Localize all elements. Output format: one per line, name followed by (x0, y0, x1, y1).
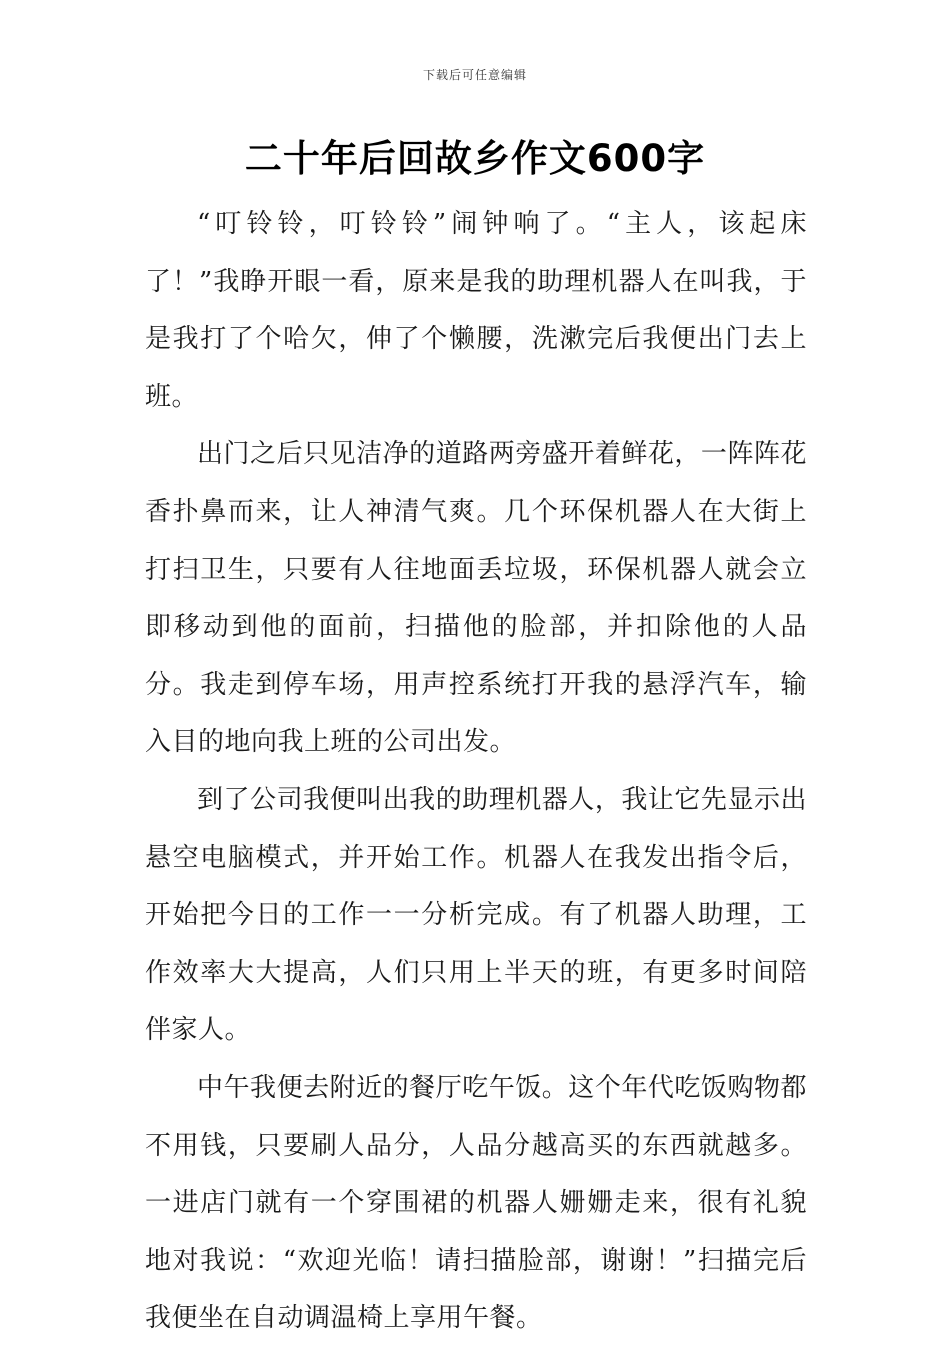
paragraph-3: 到了公司我便叫出我的助理机器人，我让它先显示出悬空电脑模式，并开始工作。机器人在我发出指令后，开始把今日的工作一一分析完成。有了机器人助理，工作效率大大提高，人们只用上半天的班，有更多时间陪伴家人。 (145, 784, 807, 1046)
paragraph-2: 出门之后只见洁净的道路两旁盛开着鲜花，一阵阵花香扑鼻而来，让人神清气爽。几个环保机器人在大街上打扫卫生，只要有人往地面丢垃圾，环保机器人就会立即移动到他的面前，扫描他的脸部，并扣除他的人品分。我走到停车场，用声控系统打开我的悬浮汽车，输入目的地向我上班的公司出发。 (145, 439, 807, 758)
document-body (145, 196, 807, 1348)
paragraph-4: 中午我便去附近的餐厅吃午饭。这个年代吃饭购物都不用钱，只要刷人品分，人品分越高买的东西就越多。一进店门就有一个穿围裙的机器人姗姗走来，很有礼貌地对我说：“欢迎光临！请扫描脸部，谢谢！”扫描完后我便坐在自动调温椅上享用午餐。 (145, 1072, 807, 1334)
paragraph-1: “叮铃铃，叮铃铃”闹钟响了。“主人，该起床了！”我睁开眼一看，原来是我的助理机器人在叫我，于是我打了个哈欠，伸了个懒腰，洗漱完后我便出门去上班。 (145, 209, 807, 412)
document-title: 二十年后回故乡作文600字 (244, 137, 706, 180)
header-note: 下载后可任意编辑 (422, 68, 527, 82)
